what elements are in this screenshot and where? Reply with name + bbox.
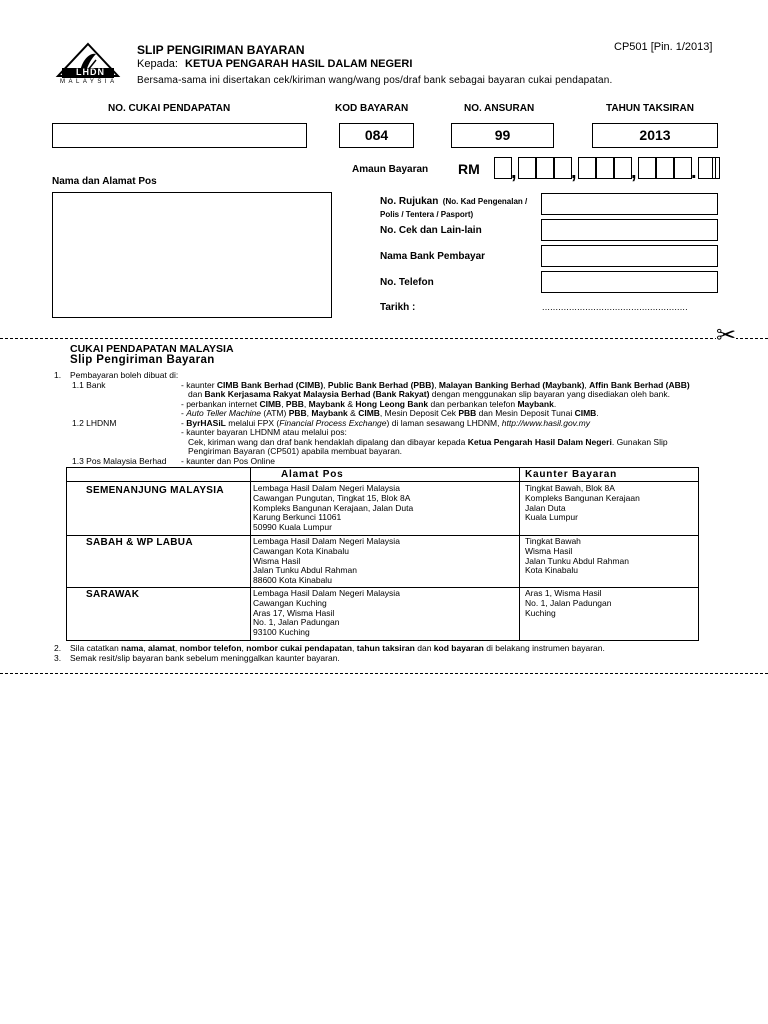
amount-digit-cell[interactable] <box>554 157 572 179</box>
text: CIMB <box>358 408 380 418</box>
pay-code-label: KOD BAYARAN <box>335 103 409 114</box>
region-address <box>253 589 400 638</box>
text: Maybank <box>311 408 348 418</box>
intro-text: Bersama-sama ini disertakan cek/kiriman wang/wang pos/draf bank sebagai bayaran cukai pendapatan. <box>137 75 613 86</box>
item3-text: Semak resit/slip bayaran bank sebelum meninggalkan kaunter bayaran. <box>70 653 340 663</box>
table-vline <box>250 468 251 640</box>
bank-line-2 <box>188 389 670 399</box>
region-name: SABAH & WP LABUA <box>86 537 193 548</box>
region-counter <box>525 537 629 576</box>
item3-num: 3. <box>54 653 62 663</box>
text: dan Mesin Deposit Tunai <box>476 408 575 418</box>
installment-label: NO. ANSURAN <box>464 103 535 114</box>
text: dengan menggunakan slip bayaran yang disediakan oleh bank. <box>429 389 670 399</box>
recipient-label: Kepada: <box>137 58 178 70</box>
text: - <box>181 418 187 428</box>
ref-input[interactable] <box>541 193 718 215</box>
text: - perbankan internet <box>181 399 260 409</box>
counter-line: Wisma Hasil <box>525 545 573 556</box>
cheque-label: No. Cek dan Lain-lain <box>380 225 482 236</box>
text: Financial Process Exchange <box>279 418 387 428</box>
text: di belakang instrumen bayaran. <box>483 643 605 653</box>
text: , <box>174 643 180 653</box>
lhdn-logo <box>52 42 124 88</box>
region-name: SARAWAK <box>86 589 140 600</box>
amount-separator: , <box>511 161 517 183</box>
amount-digit-cell[interactable] <box>596 157 614 179</box>
counter-line: No. 1, Jalan Padungan <box>525 597 612 608</box>
date-input[interactable]: ...................................................... <box>542 302 688 312</box>
text: ) di laman sesawang LHDNM, <box>386 418 502 428</box>
logo-text: LHDN <box>76 67 105 77</box>
amount-separator: , <box>631 161 637 183</box>
cut-line <box>0 338 768 339</box>
amount-decimal-point: . <box>691 161 697 183</box>
amount-label: Amaun Bayaran <box>352 164 429 175</box>
lhdnm-line-4: Pengiriman Bayaran (CP501) apabila membuat bayaran. <box>188 446 403 456</box>
recipient-value: KETUA PENGARAH HASIL DALAM NEGERI <box>185 58 413 70</box>
text: - kaunter <box>181 380 217 390</box>
phone-label: No. Telefon <box>380 277 434 288</box>
tax-no-label: NO. CUKAI PENDAPATAN <box>108 103 231 114</box>
region-counter <box>525 589 611 618</box>
text: (ATM) <box>261 408 289 418</box>
text: nama <box>121 643 144 653</box>
address-line: 93100 Kuching <box>253 627 310 638</box>
region-address <box>253 484 413 533</box>
counter-line: Kuching <box>525 607 556 618</box>
text: Hong Leong Bank <box>355 399 429 409</box>
item2-text <box>70 643 605 653</box>
item2-num: 2. <box>54 643 62 653</box>
pay-code-box <box>339 123 414 148</box>
ref-label-group <box>380 191 527 219</box>
address-line: Cawangan Kuching <box>253 597 327 608</box>
text: . <box>596 408 599 418</box>
counter-line: Tingkat Bawah, Blok 8A <box>525 483 615 493</box>
ref-sublabel-2: Polis / Tentera / Pasport) <box>380 210 474 219</box>
text: dan <box>414 643 434 653</box>
info-org: CUKAI PENDAPATAN MALAYSIA <box>70 343 234 355</box>
text: , <box>323 380 328 390</box>
year-box <box>592 123 718 148</box>
text: Maybank <box>517 399 554 409</box>
cheque-input[interactable] <box>541 219 718 241</box>
text: - <box>181 408 187 418</box>
text: , <box>303 399 309 409</box>
address-line: 50990 Kuala Lumpur <box>253 522 332 533</box>
bank-input[interactable] <box>541 245 718 267</box>
installment-box <box>451 123 554 148</box>
text: , <box>143 643 148 653</box>
region-counter <box>525 484 640 523</box>
text: PBB <box>458 408 477 418</box>
item1-text: Pembayaran boleh dibuat di: <box>70 370 179 380</box>
amount-digit-cell[interactable] <box>656 157 674 179</box>
address-line: Aras 17, Wisma Hasil <box>253 607 335 618</box>
ref-label: No. Rujukan <box>380 196 439 207</box>
text: CIMB Bank Berhad (CIMB) <box>216 380 324 390</box>
counter-line: Kota Kinabalu <box>525 565 578 576</box>
text: Bank Kerjasama Rakyat Malaysia Berhad (Bank Rakyat) <box>204 389 430 399</box>
text: CIMB <box>259 399 282 409</box>
counter-line: Tingkat Bawah <box>525 536 581 546</box>
text: alamat <box>147 643 175 653</box>
date-label: Tarikh : <box>380 302 416 313</box>
text: Affin Bank Berhad (ABB) <box>589 380 690 390</box>
text: , <box>281 399 286 409</box>
installment-value: 99 <box>494 127 511 143</box>
table-vline <box>519 468 520 640</box>
address-line: Lembaga Hasil Dalam Negeri Malaysia <box>253 536 400 546</box>
address-line: Lembaga Hasil Dalam Negeri Malaysia <box>253 483 400 493</box>
address-line: Cawangan Pungutan, Tingkat 15, Blok 8A <box>253 492 411 503</box>
amount-digit-cell[interactable] <box>536 157 554 179</box>
address-line: Karung Berkunci 11061 <box>253 512 342 523</box>
form-code: CP501 [Pin. 1/2013] <box>614 41 713 53</box>
text: nombor cukai pendapatan <box>246 643 353 653</box>
year-value: 2013 <box>639 127 671 143</box>
text: PBB <box>288 408 307 418</box>
address-line: Kompleks Bangunan Kerajaan, Jalan Duta <box>253 502 414 513</box>
recipient-line <box>137 58 412 70</box>
table-hline <box>67 481 698 482</box>
bank-line-4 <box>181 408 599 418</box>
amount-digit-cell[interactable] <box>674 157 692 179</box>
text: Public Bank Berhad (PBB) <box>327 380 435 390</box>
text: , <box>352 643 357 653</box>
text: dan <box>188 389 205 399</box>
region-address <box>253 537 400 586</box>
text: melalui FPX ( <box>225 418 280 428</box>
pay-code-value: 084 <box>364 127 389 143</box>
bank-label: Nama Bank Pembayar <box>380 251 486 262</box>
text: Auto Teller Machine <box>186 408 262 418</box>
year-label: TAHUN TAKSIRAN <box>606 103 694 114</box>
address-line: Lembaga Hasil Dalam Negeri Malaysia <box>253 588 400 598</box>
table-header-address: Alamat Pos <box>281 469 344 480</box>
text: Maybank <box>308 399 345 409</box>
amount-digit-cell[interactable] <box>712 157 720 179</box>
text: & <box>344 399 356 409</box>
text: . <box>553 399 557 409</box>
phone-input[interactable] <box>541 271 718 293</box>
counter-line: Jalan Tunku Abdul Rahman <box>525 555 629 566</box>
tax-no-input[interactable] <box>52 123 307 148</box>
text: Sila catatkan <box>70 643 122 653</box>
text: Cek, kiriman wang dan draf bank hendaklah dipalang dan dibayar kepada <box>188 437 468 447</box>
text: Malayan Banking Berhad (Maybank) <box>438 380 585 390</box>
text: , Mesin Deposit Cek <box>379 408 459 418</box>
counter-line: Kuala Lumpur <box>525 512 578 523</box>
pos-section-num: 1.3 Pos Malaysia Berhad <box>72 456 167 466</box>
scissors-icon: ✂ <box>716 322 737 349</box>
text: & <box>347 408 359 418</box>
name-address-label: Nama dan Alamat Pos <box>52 176 157 187</box>
amount-digit-cell[interactable] <box>614 157 632 179</box>
text: PBB <box>285 399 304 409</box>
text: , <box>306 408 312 418</box>
text: . Gunakan Slip <box>611 437 668 447</box>
counter-line: Kompleks Bangunan Kerajaan <box>525 492 640 503</box>
address-line: 88600 Kota Kinabalu <box>253 575 332 586</box>
address-line: Cawangan Kota Kinabalu <box>253 545 349 556</box>
amount-currency: RM <box>458 161 480 177</box>
table-header-counter: Kaunter Bayaran <box>525 469 618 480</box>
text: tahun taksiran <box>356 643 415 653</box>
ref-sublabel: (No. Kad Pengenalan / <box>442 197 528 206</box>
bank-section-num: 1.1 Bank <box>72 380 106 390</box>
amount-digit-cell[interactable] <box>578 157 596 179</box>
amount-digit-cell[interactable] <box>518 157 536 179</box>
text: dan perbankan telefon <box>428 399 518 409</box>
text: CIMB <box>574 408 597 418</box>
text: nombor telefon <box>179 643 242 653</box>
item1-num: 1. <box>54 370 62 380</box>
address-line: Wisma Hasil <box>253 555 301 566</box>
pos-text: - kaunter dan Pos Online <box>181 456 276 466</box>
address-line: Jalan Tunku Abdul Rahman <box>253 565 357 576</box>
name-address-input[interactable] <box>52 192 332 318</box>
text: Ketua Pengarah Hasil Dalam Negeri <box>467 437 612 447</box>
amount-separator: , <box>571 161 577 183</box>
form-title: SLIP PENGIRIMAN BAYARAN <box>137 43 305 57</box>
address-line: No. 1, Jalan Padungan <box>253 617 340 628</box>
amount-digit-cell[interactable] <box>638 157 656 179</box>
cut-line <box>0 673 768 674</box>
lhdnm-section-num: 1.2 LHDNM <box>72 418 117 428</box>
text: , <box>584 380 590 390</box>
info-slip-title: Slip Pengiriman Bayaran <box>70 354 215 366</box>
text: , <box>241 643 247 653</box>
logo-subtext: MALAYSIA <box>60 79 118 85</box>
counter-line: Jalan Duta <box>525 502 566 513</box>
region-name: SEMENANJUNG MALAYSIA <box>86 485 224 496</box>
website-link[interactable]: http://www.hasil.gov.my <box>501 418 590 428</box>
counter-line: Aras 1, Wisma Hasil <box>525 588 602 598</box>
text: kod bayaran <box>433 643 484 653</box>
text: , <box>434 380 439 390</box>
text: ByrHASiL <box>186 418 226 428</box>
amount-digit-cell[interactable] <box>494 157 512 179</box>
lhdnm-line-2: - kaunter bayaran LHDNM atau melalui pos: <box>181 427 347 437</box>
